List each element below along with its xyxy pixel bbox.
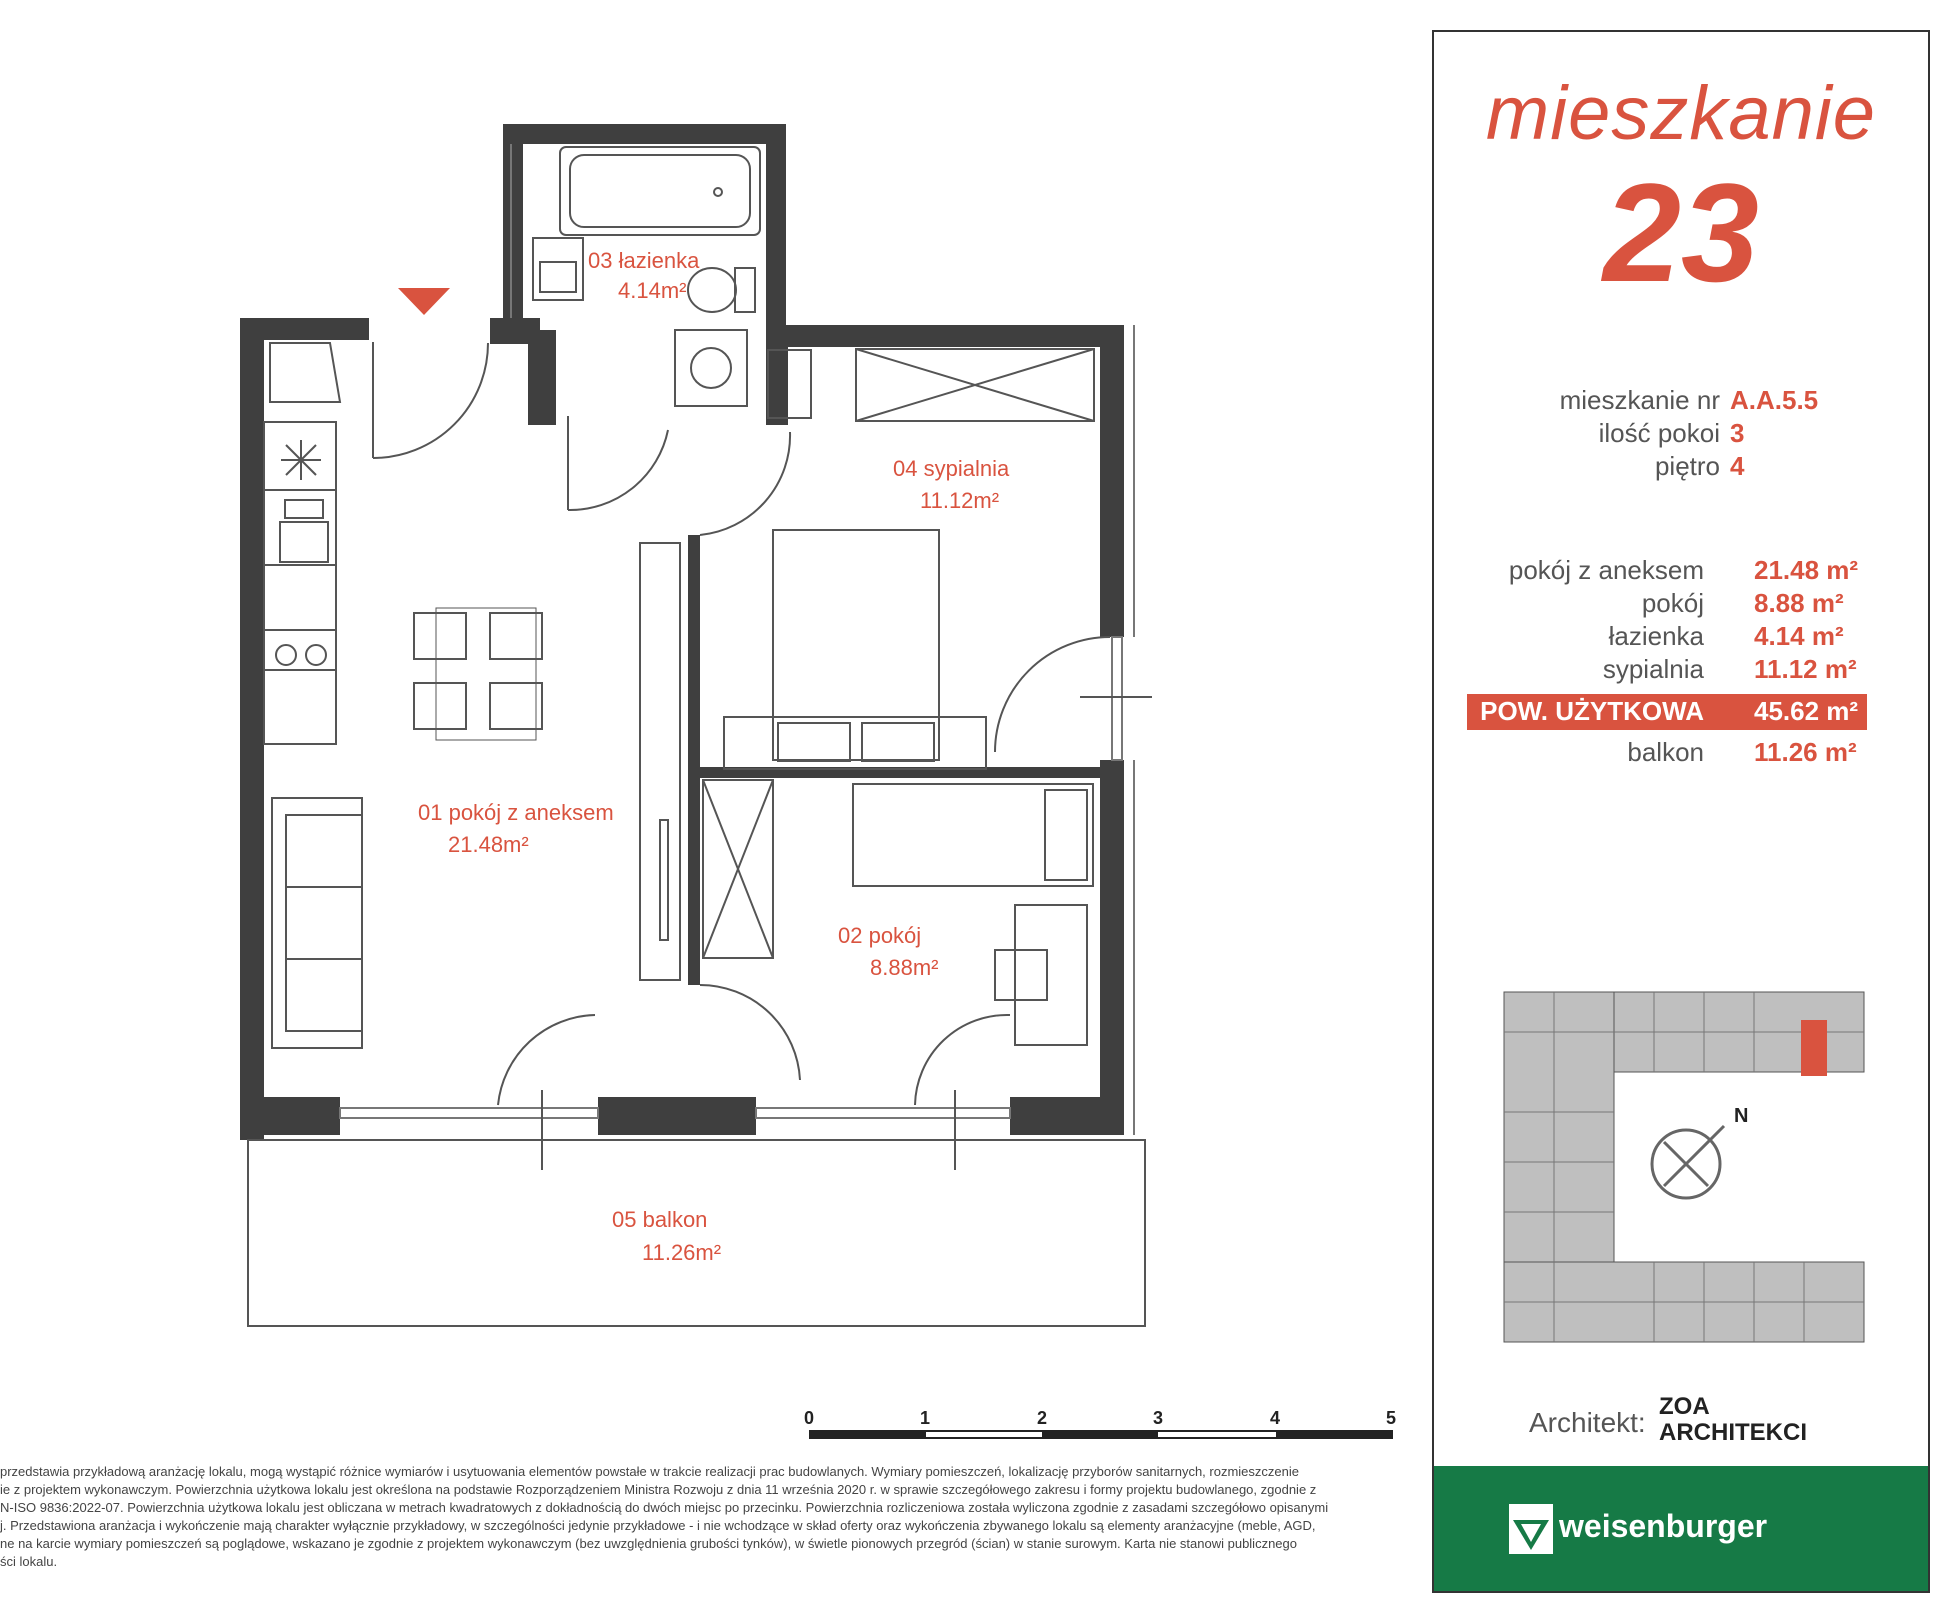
disclaimer-line: ne na karcie wymiary pomieszczeń są poglądowe, wskazano je zgodnie z projektem wykonawczym (bez uwzględnienia grubości tynków), w świetle pionowych przegród (ścian) w stanie surowym. Karta nie stanowi publicznego	[0, 1536, 1297, 1551]
room-area-pokoj-z-aneksem: 21.48m²	[448, 832, 529, 857]
area-label-pokoj-z-aneksem: pokój z aneksem	[1508, 555, 1704, 585]
disclaimer-line: przedstawia przykładową aranżację lokalu, mogą wystąpić różnice wymiarów i usytuowania elementów powstałe w trakcie realizacji prac budowlanych. Wymiary pomieszczeń, lokalizację przyborów sanitarnych, rozmieszczenie	[0, 1464, 1299, 1479]
room-area-sypialnia: 11.12m²	[920, 488, 1000, 513]
disclaimer-line: ści lokalu.	[0, 1554, 58, 1569]
room-name-lazienka: 03 łazienka	[588, 248, 700, 273]
area-value-pokoj: 8.88 m²	[1754, 588, 1844, 618]
info-value-rooms: 3	[1730, 418, 1745, 448]
total-area-bar	[1467, 694, 1867, 730]
room-area-balkon: 11.26m²	[642, 1240, 722, 1265]
info-value-nr: A.A.5.5	[1730, 385, 1819, 415]
architect-name-line-1: ZOA	[1659, 1393, 1710, 1420]
scale-label-1: 1	[920, 1408, 931, 1428]
area-label-pokoj: pokój	[1641, 588, 1704, 618]
scale-label-3: 3	[1153, 1408, 1164, 1428]
total-area-value: 45.62 m²	[1754, 696, 1859, 726]
site-plan	[1494, 962, 1874, 1382]
entrance-arrow-icon	[398, 288, 450, 315]
area-value-sypialnia: 11.12 m²	[1754, 654, 1857, 684]
info-value-floor: 4	[1730, 451, 1745, 481]
scale-label-5: 5	[1386, 1408, 1397, 1428]
disclaimer	[0, 1463, 1400, 1571]
room-name-pokoj-z-aneksem: 01 pokój z aneksem	[418, 800, 614, 825]
disclaimer-line: j. Przedstawiona aranżacja i wykończenie mają charakter wyłącznie przykładowy, w szczególności jedynie przykładowe - i nie wchodzące w skład oferty oraz wykończenia zbywanego lokalu są elementy aranżacyjne (meble, AGD,	[0, 1518, 1316, 1533]
brand-logo-icon	[1509, 1504, 1553, 1554]
apartment-number: 23	[1603, 154, 1759, 311]
info-panel	[1432, 30, 1930, 1593]
room-area-lazienka: 4.14m²	[618, 278, 687, 303]
scale-label-0: 0	[804, 1408, 815, 1428]
balcony-value: 11.26 m²	[1754, 737, 1857, 767]
balcony-label: balkon	[1627, 737, 1704, 767]
architect-name	[1659, 1394, 1807, 1446]
total-area-label: POW. UŻYTKOWA	[1480, 696, 1704, 726]
area-value-pokoj-z-aneksem: 21.48 m²	[1754, 555, 1859, 585]
architect-label: Architekt:	[1529, 1407, 1646, 1438]
room-name-pokoj: 02 pokój	[838, 923, 922, 948]
brand-footer	[1434, 1466, 1928, 1591]
info-label-rooms: ilość pokoi	[1598, 418, 1720, 448]
room-name-balkon: 05 balkon	[612, 1207, 708, 1232]
architect-name-line-2: ARCHITEKCI	[1659, 1419, 1807, 1446]
scale-label-4: 4	[1270, 1408, 1281, 1428]
scale-bar	[804, 1408, 1396, 1438]
title-word: mieszkanie	[1485, 71, 1877, 156]
area-value-lazienka: 4.14 m²	[1754, 621, 1844, 651]
walls	[240, 124, 1124, 1140]
scale-label-2: 2	[1037, 1408, 1048, 1428]
info-label-floor: piętro	[1654, 451, 1720, 481]
room-area-pokoj: 8.88m²	[870, 955, 939, 980]
disclaimer-line: ie z projektem wykonawczym. Powierzchnia użytkowa lokalu jest określona na podstawie Rozporządzeniem Ministra Rozwoju z dnia 11 września 2020 r. w sprawie szczegółowego zakresu i formy projektu budowlanego, zgodnie z	[0, 1482, 1317, 1497]
area-label-lazienka: łazienka	[1608, 621, 1704, 651]
brand-name: weisenburger	[1559, 1508, 1768, 1544]
north-label: N	[1734, 1105, 1749, 1127]
disclaimer-line: N-ISO 9836:2022-07. Powierzchnia użytkowa lokalu jest obliczana w metrach kwadratowych z dokładnością do dwóch miejsc po przecinku. Powierzchnia rozliczeniowa została wyliczona zgodnie z zasadami szczegółowo opisanymi	[0, 1500, 1329, 1515]
info-label-nr: mieszkanie nr	[1559, 385, 1720, 415]
room-name-sypialnia: 04 sypialnia	[893, 456, 1010, 481]
area-label-sypialnia: sypialnia	[1602, 654, 1704, 684]
